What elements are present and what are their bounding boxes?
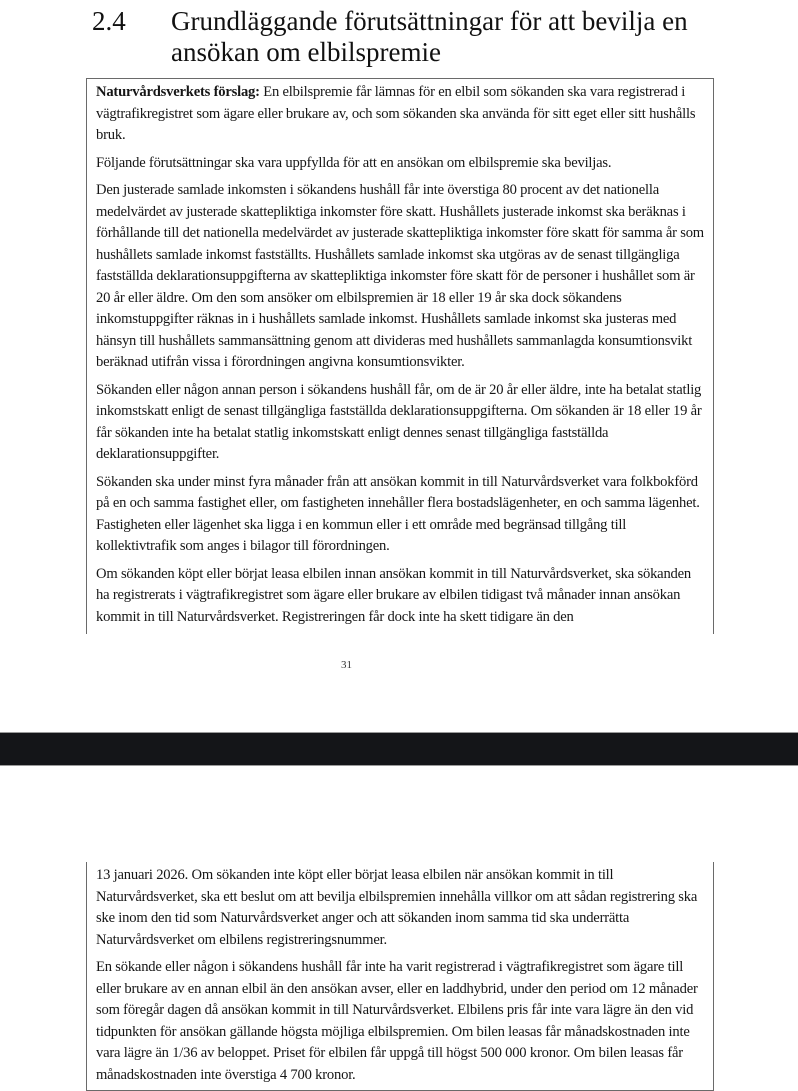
- proposal-box-page-31: [86, 78, 714, 634]
- page-separator: [0, 732, 798, 766]
- page-number: 31: [341, 659, 352, 671]
- section-number: 2.4: [92, 6, 126, 36]
- proposal-box-continued: [86, 862, 714, 1091]
- proposal-lead-label: Naturvårdsverkets förslag:: [96, 84, 260, 100]
- registration-condition-paragraph: Om sökanden köpt eller börjat leasa elbilen innan ansökan kommit in till Naturvårdsverket, ska sökanden ha registrerats i vägtrafikregistret som ägare eller brukare av elbilen tidigast två månader innan ansökan kommit in till Naturvårdsverket. Registreringen får dock inte ha skett tidigare än den: [96, 565, 692, 625]
- proposal-lead-paragraph: [96, 82, 705, 147]
- proposal-lead-text: En elbilspremie får lämnas för en elbil som sökanden ska vara registrerad i vägtrafikregistret som ägare eller brukare av, och som sökanden ska använda för sitt eget eller sitt hushålls bruk.: [96, 84, 696, 143]
- registration-continued-paragraph: 13 januari 2026. Om sökanden inte köpt eller börjat leasa elbilen när ansökan kommit in till Naturvårdsverket, ska ett beslut om att bevilja elbilspremien innehålla villkor om att sådan registrering ska ske inom den tid som Naturvårdsverket anger och att sökanden inom samma tid ska underrätta Naturvårdsverket om elbilens registreringsnummer.: [96, 867, 698, 948]
- vehicle-price-paragraph: En sökande eller någon i sökandens hushåll får inte ha varit registrerad i vägtrafikregistret som ägare till eller brukare av en annan elbil än den ansökan avser, eller en laddhybrid, under den period om 12 månader som föregår dagen då ansökan kommit in till Naturvårdsverket. Elbilens pris får inte vara lägre än den vid tidpunkten för ansökan gällande högsta möjliga elbilspremien. Om bilen leasas får månadskostnaden inte vara lägre än 1/36 av beloppet. Priset för elbilen får uppgå till högst 500 000 kronor. Om bilen leasas får månadskostnaden inte överstiga 4 700 kronor.: [96, 959, 698, 1083]
- section-heading: [92, 6, 732, 68]
- residence-condition-paragraph: Sökanden ska under minst fyra månader från att ansökan kommit in till Naturvårdsverket vara folkbokförd på en och samma fastighet eller, om fastigheten innehåller flera bostadslägenheter, en och samma lägenhet. Fastigheten eller lägenhet ska ligga i en kommun eller i ett område med begränsad tillgång till kollektivtrafik som anges i bilagor till förordningen.: [96, 473, 700, 554]
- conditions-intro-paragraph: Följande förutsättningar ska vara uppfyllda för att en ansökan om elbilspremie ska beviljas.: [96, 154, 612, 171]
- section-title: Grundläggande förutsättningar för att bevilja en ansökan om elbilspremie: [171, 6, 688, 67]
- income-condition-paragraph: Den justerade samlade inkomsten i sökandens hushåll får inte överstiga 80 procent av det nationella medelvärdet av justerade skattepliktiga inkomster före skatt. Hushållets justerade inkomst ska beräknas i förhållande till det nationella medelvärdet av justerade skattepliktiga inkomster före skatt för samma år som hushållets samlade inkomst fastställts. Hushållets samlade inkomst ska utgöras av de senast tillgängliga fastställda deklarationsuppgifterna av skattepliktiga inkomster före skatt för de personer i hushållet som är 20 år eller äldre. Om den som ansöker om elbilspremien är 18 eller 19 år ska dock sökandens inkomstuppgifter räknas in i hushållets samlade inkomst. Hushållets samlade inkomst ska justeras med hänsyn till hushållets sammansättning genom att divideras med hushållets sammanlagda konsumtionsvikt beräknad utifrån vissa i förordningen angivna konsumtionsvikter.: [96, 182, 704, 370]
- tax-condition-paragraph: Sökanden eller någon annan person i sökandens hushåll får, om de är 20 år eller äldre, inte ha betalat statlig inkomstskatt enligt de senast tillgängliga fastställda deklarationsuppgifterna. Om sökanden är 18 eller 19 år får sökanden inte ha betalat statlig inkomstskatt enligt dennes senast tillgängliga fastställda deklarationsuppgifter.: [96, 381, 702, 462]
- page-top-margin: [0, 766, 798, 862]
